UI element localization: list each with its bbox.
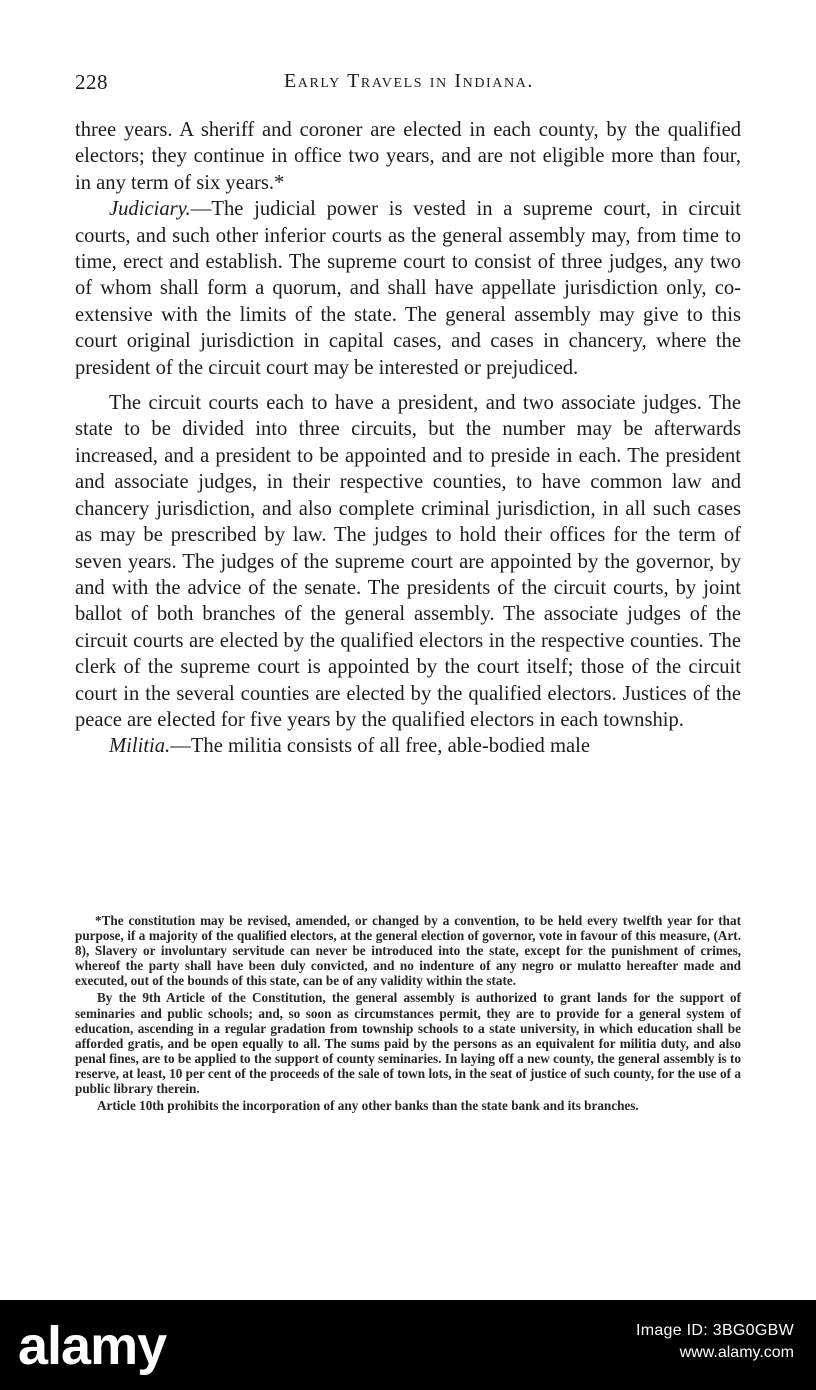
- image-info: [636, 1320, 794, 1364]
- judiciary-text: —The judicial power is vested in a supreme court, in circuit courts, and such other inferior courts as the general assembly may, from time to time, erect and establish. The supreme court to consist of three judges, any two of whom shall form a quorum, and shall have appellate jurisdiction only, co-extensive with the limits of the state. The general assembly may give to this court original jurisdiction in capital cases, and cases in chancery, where the president of the circuit court may be interested or prejudiced.: [75, 198, 741, 379]
- footnotes: [75, 913, 741, 1115]
- footnote-constitution: *The constitution may be revised, amended, or changed by a convention, to be held every twelfth year for that purpose, if a majority of the qualified electors, at the general election of governor, vote in favour of this measure, (Art. 8), Slavery or involuntary servitude can never be introduced into the state, except for the punishment of crimes, whereof the party shall have been duly convicted, and no indenture of any negro or mulatto hereafter made and executed, out of the bounds of this state, can be of any validity within the state.: [75, 913, 741, 989]
- watermark-banner: [0, 1300, 816, 1390]
- paragraph-militia: [75, 733, 741, 759]
- book-title: Early Travels in Indiana.: [283, 70, 535, 92]
- image-id: Image ID: 3BG0GBW: [635, 1322, 794, 1339]
- footnote-education: By the 9th Article of the Constitution, the general assembly is authorized to grant lands for the support of seminaries and public schools; and, so soon as circumstances permit, they are to provide for a general system of education, ascending in a regular gradation from township schools to a state university, in which education shall be afforded gratis, and be open equally to all. The sums paid by the persons as an equivalent for militia duty, and also penal fines, are to be applied to the support of county seminaries. In laying off a new county, the general assembly is to reserve, at least, 10 per cent of the proceeds of the sale of town lots, in the seat of justice of such county, for the use of a public library therein.: [75, 990, 741, 1097]
- brand-logo: alamy: [18, 1316, 167, 1376]
- site-url: www.alamy.com: [679, 1344, 794, 1361]
- page-number: 228: [75, 70, 108, 94]
- paragraph-continuation: three years. A sheriff and coroner are elected in each county, by the qualified electors; they continue in office two years, and are not eligible more than four, in any term of six years.*: [75, 119, 741, 194]
- running-head: [75, 70, 743, 100]
- section-heading-militia: Militia.: [109, 735, 171, 758]
- footnote-banks: Article 10th prohibits the incorporation of any other banks than the state bank and its branches.: [97, 1098, 639, 1114]
- militia-text: —The militia consists of all free, able-bodied male: [170, 735, 590, 758]
- body-text: [75, 117, 741, 760]
- paragraph-judiciary: [75, 196, 741, 381]
- section-heading-judiciary: Judiciary.: [109, 198, 191, 221]
- paragraph-circuit-courts: The circuit courts each to have a president, and two associate judges. The state to be divided into three circuits, but the number may be afterwards increased, and a president to be appointed and to preside in each. The president and associate judges, in their respective counties, to have common law and chancery jurisdiction, and also complete criminal jurisdiction, in all such cases as may be prescribed by law. The judges to hold their offices for the term of seven years. The judges of the supreme court are appointed by the governor, by and with the advice of the senate. The presidents of the circuit courts, by joint ballot of both branches of the general assembly. The associate judges of the circuit courts are elected by the qualified electors in the respective counties. The clerk of the supreme court is appointed by the court itself; those of the circuit court in the several counties are elected by the qualified electors. Justices of the peace are elected for five years by the qualified electors in each township.: [75, 392, 741, 731]
